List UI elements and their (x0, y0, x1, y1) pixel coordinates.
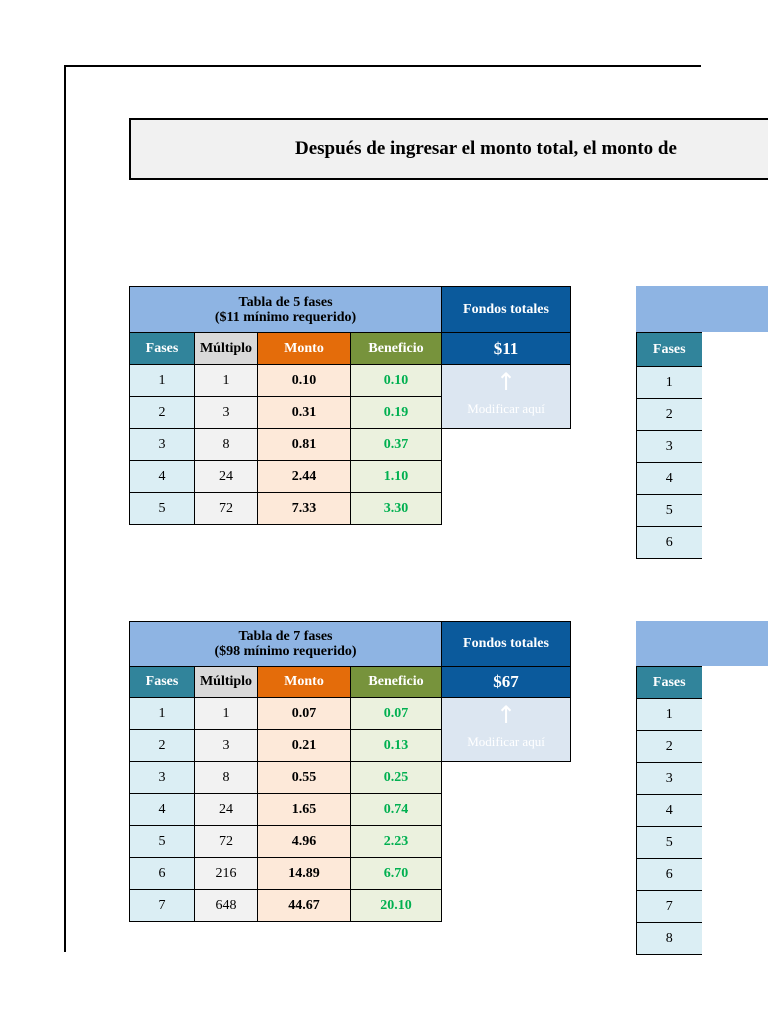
cell-multiplo[interactable]: 3 (195, 397, 258, 429)
cell-monto[interactable]: 0.21 (258, 730, 351, 762)
cell-monto[interactable]: 1.65 (258, 794, 351, 826)
cell-beneficio[interactable]: 6.70 (351, 858, 442, 890)
instruction-text: Después de ingresar el monto total, el monto de (295, 138, 677, 159)
arrow-up-icon: ↑ (495, 368, 517, 396)
cell-fase[interactable]: 6 (637, 859, 702, 891)
cell-multiplo[interactable]: 72 (195, 826, 258, 858)
fondos-totales-7 (441, 621, 571, 762)
table-7-title-line1: Tabla de 7 fases (238, 629, 333, 644)
table-row (130, 461, 442, 493)
arrow-up-icon: ↑ (495, 701, 517, 729)
table-row (130, 762, 442, 794)
cell-monto[interactable]: 7.33 (258, 493, 351, 525)
fondos-totales-5 (441, 286, 571, 429)
header-fases: Fases (130, 667, 195, 698)
cell-fase[interactable]: 3 (130, 762, 195, 794)
cell-fase[interactable]: 7 (130, 890, 195, 922)
table-7-fases (129, 621, 442, 922)
table-row (130, 365, 442, 397)
table-5-title (130, 287, 442, 333)
cell-fase[interactable]: 3 (637, 431, 702, 463)
fondos-value-input[interactable]: $11 (442, 333, 571, 365)
cell-fase[interactable]: 4 (130, 461, 195, 493)
header-fases: Fases (130, 333, 195, 365)
cell-fase[interactable]: 5 (130, 826, 195, 858)
cell-multiplo[interactable]: 648 (195, 890, 258, 922)
header-fases: Fases (637, 333, 702, 367)
cell-fase[interactable]: 6 (637, 527, 702, 559)
table-row (130, 493, 442, 525)
cell-multiplo[interactable]: 24 (195, 461, 258, 493)
cell-fase[interactable]: 8 (637, 923, 702, 955)
cell-beneficio[interactable]: 0.25 (351, 762, 442, 794)
table-row (130, 730, 442, 762)
cell-beneficio[interactable]: 0.74 (351, 794, 442, 826)
cell-monto[interactable]: 0.55 (258, 762, 351, 794)
cell-fase[interactable]: 1 (637, 699, 702, 731)
right-table-bottom (636, 666, 702, 955)
right-table-bottom-title (636, 621, 768, 666)
cell-multiplo[interactable]: 3 (195, 730, 258, 762)
table-row (130, 429, 442, 461)
cell-fase[interactable]: 6 (130, 858, 195, 890)
cell-beneficio[interactable]: 0.19 (351, 397, 442, 429)
cell-beneficio[interactable]: 0.37 (351, 429, 442, 461)
cell-fase[interactable]: 3 (637, 763, 702, 795)
cell-fase[interactable]: 1 (130, 365, 195, 397)
header-multiplo: Múltiplo (195, 333, 258, 365)
cell-fase[interactable]: 2 (130, 730, 195, 762)
cell-fase[interactable]: 5 (637, 495, 702, 527)
cell-fase[interactable]: 1 (130, 698, 195, 730)
table-row (130, 794, 442, 826)
cell-multiplo[interactable]: 72 (195, 493, 258, 525)
table-7-title (130, 622, 442, 667)
table-7-title-line2: ($98 mínimo requerido) (214, 644, 357, 659)
fondos-title: Fondos totales (442, 622, 571, 667)
sheet-border-left (64, 65, 66, 952)
cell-multiplo[interactable]: 24 (195, 794, 258, 826)
cell-fase[interactable]: 5 (637, 827, 702, 859)
instruction-banner (129, 118, 768, 180)
right-table-top-title (636, 286, 768, 332)
header-beneficio: Beneficio (351, 667, 442, 698)
sheet-border-top (64, 65, 701, 67)
cell-beneficio[interactable]: 0.13 (351, 730, 442, 762)
cell-monto[interactable]: 0.81 (258, 429, 351, 461)
cell-fase[interactable]: 5 (130, 493, 195, 525)
modify-label: Modificar aquí (467, 401, 545, 416)
table-row (130, 698, 442, 730)
table-row (130, 397, 442, 429)
cell-fase[interactable]: 4 (637, 795, 702, 827)
modify-label: Modificar aquí (467, 734, 545, 749)
cell-beneficio[interactable]: 0.07 (351, 698, 442, 730)
cell-monto[interactable]: 14.89 (258, 858, 351, 890)
cell-monto[interactable]: 4.96 (258, 826, 351, 858)
cell-multiplo[interactable]: 1 (195, 365, 258, 397)
modify-hint (442, 365, 571, 429)
cell-fase[interactable]: 2 (637, 399, 702, 431)
cell-monto[interactable]: 0.10 (258, 365, 351, 397)
cell-beneficio[interactable]: 3.30 (351, 493, 442, 525)
cell-fase[interactable]: 7 (637, 891, 702, 923)
cell-beneficio[interactable]: 2.23 (351, 826, 442, 858)
fondos-value-input[interactable]: $67 (442, 667, 571, 698)
cell-fase[interactable]: 1 (637, 367, 702, 399)
header-monto: Monto (258, 333, 351, 365)
cell-multiplo[interactable]: 216 (195, 858, 258, 890)
cell-multiplo[interactable]: 8 (195, 429, 258, 461)
header-beneficio: Beneficio (351, 333, 442, 365)
cell-monto[interactable]: 0.07 (258, 698, 351, 730)
cell-fase[interactable]: 2 (130, 397, 195, 429)
header-monto: Monto (258, 667, 351, 698)
modify-hint (442, 698, 571, 762)
cell-beneficio[interactable]: 1.10 (351, 461, 442, 493)
cell-multiplo[interactable]: 8 (195, 762, 258, 794)
table-5-fases (129, 286, 442, 525)
cell-fase[interactable]: 4 (637, 463, 702, 495)
fondos-title: Fondos totales (442, 287, 571, 333)
cell-monto[interactable]: 0.31 (258, 397, 351, 429)
table-row (130, 890, 442, 922)
right-table-top (636, 332, 702, 559)
cell-multiplo[interactable]: 1 (195, 698, 258, 730)
table-row (130, 826, 442, 858)
cell-fase[interactable]: 4 (130, 794, 195, 826)
cell-fase[interactable]: 2 (637, 731, 702, 763)
cell-monto[interactable]: 2.44 (258, 461, 351, 493)
table-5-title-line1: Tabla de 5 fases (238, 294, 333, 310)
cell-fase[interactable]: 3 (130, 429, 195, 461)
cell-monto[interactable]: 44.67 (258, 890, 351, 922)
table-5-title-line2: ($11 mínimo requerido) (214, 309, 357, 325)
header-multiplo: Múltiplo (195, 667, 258, 698)
cell-beneficio[interactable]: 0.10 (351, 365, 442, 397)
table-row (130, 858, 442, 890)
cell-beneficio[interactable]: 20.10 (351, 890, 442, 922)
header-fases: Fases (637, 667, 702, 699)
